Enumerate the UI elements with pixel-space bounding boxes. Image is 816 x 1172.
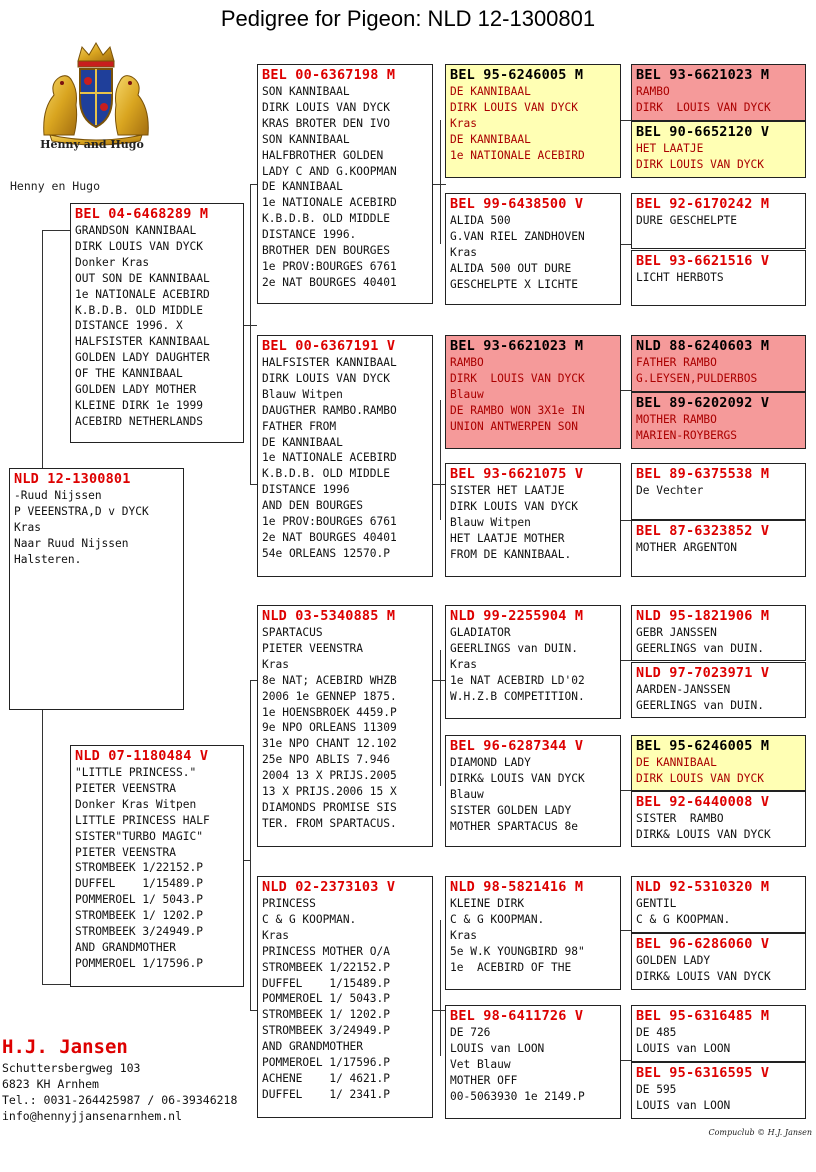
ring-number: BEL 96-6286060 V bbox=[636, 936, 770, 952]
ring-number: BEL 04-6468289 M bbox=[75, 206, 209, 222]
ring-number: BEL 87-6323852 V bbox=[636, 523, 770, 539]
ring-number: NLD 98-5821416 M bbox=[450, 879, 584, 895]
pigeon-info-line: Naar Ruud Nijssen bbox=[14, 536, 129, 550]
pigeon-info-line: GOLDEN LADY DAUGHTER bbox=[75, 351, 210, 365]
pigeon-info-line: DE KANNIBAAL bbox=[262, 180, 343, 194]
pigeon-info-line: DIRK LOUIS VAN DYCK bbox=[262, 100, 390, 114]
pigeon-info-line: DISTANCE 1996. X bbox=[75, 319, 183, 333]
pigeon-info-line: 8e NAT; ACEBIRD WHZB bbox=[262, 673, 397, 687]
pigeon-info-line: 2e NAT BOURGES 40401 bbox=[262, 530, 397, 544]
ring-number: BEL 96-6287344 V bbox=[450, 738, 584, 754]
pigeon-info-line: GRANDSON KANNIBAAL bbox=[75, 224, 197, 237]
pigeon-card-subject[interactable] bbox=[9, 468, 184, 710]
pigeon-info-line: BROTHER DEN BOURGES bbox=[262, 244, 390, 258]
pigeon-info-line: W.H.Z.B COMPETITION. bbox=[450, 689, 585, 703]
pigeon-info-line: DE KANNIBAAL bbox=[636, 756, 717, 769]
crest-lions-icon bbox=[36, 34, 156, 154]
pigeon-info-line: K.B.D.B. OLD MIDDLE bbox=[262, 467, 390, 481]
pigeon-info-line: HET LAATJE bbox=[636, 142, 704, 155]
pigeon-info-line: 13 X PRIJS.2006 15 X bbox=[262, 785, 397, 799]
pigeon-info-line: DE KANNIBAAL bbox=[450, 132, 531, 146]
pigeon-info-line: UNION ANTWERPEN SON bbox=[450, 419, 578, 433]
pigeon-info-line: DIRK LOUIS VAN DYCK bbox=[636, 100, 771, 114]
pigeon-info-line: 2004 13 X PRIJS.2005 bbox=[262, 769, 397, 783]
connector-line bbox=[42, 708, 43, 984]
ring-number: BEL 92-6170242 M bbox=[636, 196, 770, 212]
pigeon-info-line: RAMBO bbox=[450, 356, 484, 369]
ring-number: BEL 93-6621075 V bbox=[450, 466, 584, 482]
pigeon-info-line: OUT SON DE KANNIBAAL bbox=[75, 271, 210, 285]
connector-line bbox=[42, 984, 70, 985]
pigeon-info-line: DIRK LOUIS VAN DYCK bbox=[450, 100, 578, 114]
pigeon-info-line: -Ruud Nijssen bbox=[14, 489, 102, 502]
connector-line bbox=[432, 184, 446, 185]
pigeon-info-line: DE 595 bbox=[636, 1083, 677, 1096]
pigeon-info-line: POMMEROEL 1/17596.P bbox=[75, 956, 203, 970]
ring-number: NLD 03-5340885 M bbox=[262, 608, 396, 624]
ring-number: BEL 95-6246005 M bbox=[636, 738, 770, 754]
pigeon-card-ssd[interactable] bbox=[445, 193, 621, 305]
pigeon-info-line: RAMBO bbox=[636, 85, 670, 98]
pigeon-info-line: DE 485 bbox=[636, 1026, 677, 1039]
pigeon-info-line: Kras bbox=[14, 520, 41, 534]
pigeon-info-line: FROM DE KANNIBAAL. bbox=[450, 547, 572, 561]
pigeon-info-line: LITTLE PRINCESS HALF bbox=[75, 813, 210, 827]
pigeon-info-line: HALFSISTER KANNIBAAL bbox=[75, 335, 210, 349]
pigeon-info-line: DAUGTHER RAMBO.RAMBO bbox=[262, 403, 397, 417]
page-title: Pedigree for Pigeon: NLD 12-1300801 bbox=[220, 6, 596, 31]
ring-number: BEL 92-6440008 V bbox=[636, 794, 770, 810]
pigeon-info-line: 1e NAT ACEBIRD LD'02 bbox=[450, 673, 585, 687]
pigeon-card-g2[interactable] bbox=[631, 121, 806, 178]
pigeon-info-line: Kras bbox=[262, 657, 289, 671]
pigeon-info-line: Vet Blauw bbox=[450, 1057, 511, 1071]
pigeon-info-line: SISTER"TURBO MAGIC" bbox=[75, 829, 203, 843]
pigeon-info-line: PRINCESS bbox=[262, 897, 316, 910]
ring-number: NLD 07-1180484 V bbox=[75, 748, 209, 764]
pigeon-info-line: DURE GESCHELPTE bbox=[636, 214, 738, 227]
pigeon-info-line: HALFSISTER KANNIBAAL bbox=[262, 356, 397, 369]
pigeon-card-sire[interactable] bbox=[70, 203, 244, 443]
pigeon-info-line: Donker Kras Witpen bbox=[75, 797, 197, 811]
pigeon-info-line: GOLDEN LADY MOTHER bbox=[75, 383, 197, 397]
ring-number: BEL 99-6438500 V bbox=[450, 196, 584, 212]
pigeon-info-line: MARIEN-ROYBERGS bbox=[636, 428, 738, 442]
pigeon-info-line: STROMBEEK 3/24949.P bbox=[75, 925, 203, 939]
pigeon-info-line: STROMBEEK 1/22152.P bbox=[262, 960, 390, 974]
pigeon-info-line: KLEINE DIRK 1e 1999 bbox=[75, 398, 203, 412]
connector-line bbox=[42, 230, 43, 470]
pigeon-info-line: LOUIS van LOON bbox=[636, 1098, 731, 1112]
pigeon-info-line: 1e PROV:BOURGES 6761 bbox=[262, 515, 397, 529]
pigeon-card-g8[interactable] bbox=[631, 520, 806, 577]
pigeon-info-line: PRINCESS MOTHER O/A bbox=[262, 944, 390, 958]
pigeon-info-line: AND DEN BOURGES bbox=[262, 499, 364, 513]
pigeon-info-line: LOUIS van LOON bbox=[636, 1041, 731, 1055]
pigeon-info-line: Blauw bbox=[450, 387, 484, 401]
loft-label: Henny en Hugo bbox=[10, 179, 101, 193]
connector-line bbox=[250, 680, 251, 1010]
pigeon-info-line: Donker Kras bbox=[75, 255, 150, 269]
pigeon-info-line: K.B.D.B. OLD MIDDLE bbox=[75, 303, 203, 317]
connector-line bbox=[432, 1010, 446, 1011]
ring-number: BEL 98-6411726 V bbox=[450, 1008, 584, 1024]
pigeon-info-line: 9e NPO ORLEANS 11309 bbox=[262, 721, 397, 735]
pigeon-info-line: DUFFEL 1/ 2341.P bbox=[262, 1087, 390, 1101]
pigeon-info-line: K.B.D.B. OLD MIDDLE bbox=[262, 212, 390, 226]
pigeon-info-line: POMMEROEL 1/17596.P bbox=[262, 1056, 390, 1070]
pigeon-info-line: POMMEROEL 1/ 5043.P bbox=[75, 893, 203, 907]
pigeon-info-line: MOTHER ARGENTON bbox=[636, 541, 738, 554]
pigeon-info-line: KLEINE DIRK bbox=[450, 897, 525, 910]
pigeon-info-line: Blauw Witpen bbox=[450, 515, 531, 529]
ring-number: NLD 97-7023971 V bbox=[636, 665, 770, 681]
pigeon-info-line: AARDEN-JANSSEN bbox=[636, 683, 731, 696]
pigeon-info-line: TER. FROM SPARTACUS. bbox=[262, 816, 397, 830]
pigeon-info-line: Kras bbox=[450, 928, 477, 942]
pigeon-info-line: POMMEROEL 1/ 5043.P bbox=[262, 992, 390, 1006]
pigeon-info-line: 31e NPO CHANT 12.102 bbox=[262, 737, 397, 751]
pigeon-info-line: HALFBROTHER GOLDEN bbox=[262, 148, 384, 162]
pigeon-info-line: GOLDEN LADY bbox=[636, 954, 711, 967]
pigeon-info-line: MOTHER SPARTACUS 8e bbox=[450, 819, 578, 833]
pigeon-info-line: "LITTLE PRINCESS." bbox=[75, 766, 197, 779]
pigeon-card-dam-sire[interactable] bbox=[257, 605, 433, 847]
pigeon-card-ddd[interactable] bbox=[445, 1005, 621, 1119]
pigeon-card-dss[interactable] bbox=[445, 605, 621, 719]
pigeon-card-g11[interactable] bbox=[631, 735, 806, 791]
pigeon-card-sdd[interactable] bbox=[445, 463, 621, 577]
pigeon-info-line: 5e W.K YOUNGBIRD 98" bbox=[450, 944, 585, 958]
breeder-email[interactable]: info@hennyjjansenarnhem.nl bbox=[2, 1109, 183, 1123]
ring-number: NLD 92-5310320 M bbox=[636, 879, 770, 895]
pigeon-info-line: DE 726 bbox=[450, 1026, 491, 1039]
pigeon-info-line: MOTHER OFF bbox=[450, 1073, 518, 1087]
pigeon-info-line: 1e NATIONALE ACEBIRD bbox=[75, 287, 210, 301]
pigeon-info-line: Blauw Witpen bbox=[262, 387, 343, 401]
pigeon-info-line: DE KANNIBAAL bbox=[450, 85, 531, 98]
pigeon-info-line: Kras bbox=[262, 928, 289, 942]
pigeon-info-line: DIAMONDS PROMISE SIS bbox=[262, 800, 397, 814]
pigeon-card-sire-sire[interactable] bbox=[257, 64, 433, 304]
pigeon-info-line: Kras bbox=[450, 116, 477, 130]
pigeon-info-line: DE KANNIBAAL bbox=[262, 435, 343, 449]
connector-line bbox=[440, 650, 441, 786]
pigeon-info-line: G.LEYSEN,PULDERBOS bbox=[636, 371, 758, 385]
pigeon-info-line: GLADIATOR bbox=[450, 626, 511, 639]
pigeon-info-line: DIRK LOUIS VAN DYCK bbox=[636, 157, 764, 171]
pigeon-card-g1[interactable] bbox=[631, 64, 806, 121]
pigeon-card-g14[interactable] bbox=[631, 933, 806, 990]
pigeon-info-line: GENTIL bbox=[636, 897, 677, 910]
pigeon-card-g13[interactable] bbox=[631, 876, 806, 933]
pigeon-info-line: De Vechter bbox=[636, 484, 704, 497]
connector-line bbox=[250, 184, 251, 484]
pigeon-info-line: SON KANNIBAAL bbox=[262, 132, 350, 146]
pigeon-card-g5[interactable] bbox=[631, 335, 806, 392]
pigeon-info-line: OF THE KANNIBAAL bbox=[75, 367, 183, 381]
pigeon-info-line: DIRK LOUIS VAN DYCK bbox=[636, 771, 764, 785]
pigeon-info-line: 1e HOENSBROEK 4459.P bbox=[262, 705, 397, 719]
pigeon-info-line: DIAMOND LADY bbox=[450, 756, 531, 769]
pigeon-info-line: DISTANCE 1996 bbox=[262, 483, 350, 497]
pigeon-card-g16[interactable] bbox=[631, 1062, 806, 1119]
breeder-city: 6823 KH Arnhem bbox=[2, 1077, 99, 1091]
ring-number: BEL 90-6652120 V bbox=[636, 124, 770, 140]
pigeon-info-line: ACEBIRD NETHERLANDS bbox=[75, 414, 203, 428]
ring-number: BEL 00-6367198 M bbox=[262, 67, 396, 83]
breeder-phone: Tel.: 0031-264425987 / 06-39346218 bbox=[2, 1093, 238, 1107]
connector-line bbox=[440, 400, 441, 520]
pigeon-card-sds[interactable] bbox=[445, 335, 621, 449]
pigeon-info-line: PIETER VEENSTRA bbox=[262, 641, 364, 655]
pigeon-info-line: AND GRANDMOTHER bbox=[262, 1040, 364, 1054]
ring-number: BEL 95-6246005 M bbox=[450, 67, 584, 83]
pigeon-info-line: Kras bbox=[450, 245, 477, 259]
ring-number: NLD 02-2373103 V bbox=[262, 879, 396, 895]
pigeon-info-line: 1e NATIONALE ACEBIRD bbox=[262, 451, 397, 465]
pigeon-info-line: 1e PROV:BOURGES 6761 bbox=[262, 259, 397, 273]
pigeon-card-g12[interactable] bbox=[631, 791, 806, 847]
pigeon-info-line: DIRK LOUIS VAN DYCK bbox=[450, 499, 578, 513]
pigeon-info-line: MOTHER RAMBO bbox=[636, 413, 717, 426]
pigeon-info-line: C & G KOOPMAN. bbox=[450, 912, 545, 926]
pigeon-card-g10[interactable] bbox=[631, 662, 806, 718]
pigeon-info-line: DE RAMBO WON 3X1e IN bbox=[450, 403, 585, 417]
pigeon-card-g15[interactable] bbox=[631, 1005, 806, 1062]
pigeon-info-line: GEERLINGS van DUIN. bbox=[450, 641, 578, 655]
pigeon-info-line: STROMBEEK 3/24949.P bbox=[262, 1024, 390, 1038]
pigeon-info-line: GEBR JANSSEN bbox=[636, 626, 717, 639]
pigeon-info-line: DIRK& LOUIS VAN DYCK bbox=[450, 771, 585, 785]
connector-line bbox=[243, 860, 250, 861]
pigeon-info-line: STROMBEEK 1/ 1202.P bbox=[75, 909, 203, 923]
pigeon-card-sss[interactable] bbox=[445, 64, 621, 178]
pigeon-card-g4[interactable] bbox=[631, 250, 806, 306]
ring-number: BEL 93-6621023 M bbox=[636, 67, 770, 83]
ring-number: BEL 89-6202092 V bbox=[636, 395, 770, 411]
pigeon-card-dds[interactable] bbox=[445, 876, 621, 990]
pigeon-info-line: 2006 1e GENNEP 1875. bbox=[262, 689, 397, 703]
pigeon-info-line: C & G KOOPMAN. bbox=[262, 912, 357, 926]
connector-line bbox=[440, 120, 441, 244]
pigeon-info-line: Halsteren. bbox=[14, 552, 82, 566]
ring-number: NLD 95-1821906 M bbox=[636, 608, 770, 624]
pigeon-info-line: STROMBEEK 1/22152.P bbox=[75, 861, 203, 875]
pigeon-card-dam-dam[interactable] bbox=[257, 876, 433, 1118]
pigeon-info-line: SPARTACUS bbox=[262, 626, 323, 639]
pigeon-info-line: SON KANNIBAAL bbox=[262, 85, 350, 98]
pigeon-info-line: GESCHELPTE X LICHTE bbox=[450, 277, 578, 291]
ring-number: BEL 00-6367191 V bbox=[262, 338, 396, 354]
pigeon-info-line: ALIDA 500 OUT DURE bbox=[450, 261, 572, 275]
pigeon-info-line: DIRK LOUIS VAN DYCK bbox=[75, 239, 203, 253]
logo-caption: Henny and Hugo bbox=[40, 138, 144, 151]
pigeon-info-line: G.VAN RIEL ZANDHOVEN bbox=[450, 229, 585, 243]
pigeon-info-line: SISTER RAMBO bbox=[636, 812, 724, 825]
breeder-address: Schuttersbergweg 103 bbox=[2, 1061, 141, 1075]
pigeon-info-line: 2e NAT BOURGES 40401 bbox=[262, 275, 397, 289]
pigeon-info-line: 1e ACEBIRD OF THE bbox=[450, 960, 572, 974]
pigeon-info-line: LICHT HERBOTS bbox=[636, 271, 724, 284]
pigeon-card-g3[interactable] bbox=[631, 193, 806, 249]
connector-line bbox=[432, 680, 446, 681]
pigeon-info-line: 1e NATIONALE ACEBIRD bbox=[262, 196, 397, 210]
ring-number: NLD 12-1300801 bbox=[14, 471, 131, 487]
pigeon-info-line: DIRK& LOUIS VAN DYCK bbox=[636, 827, 771, 841]
pigeon-info-line: 25e NPO ABLIS 7.946 bbox=[262, 753, 390, 767]
ring-number: BEL 89-6375538 M bbox=[636, 466, 770, 482]
connector-line bbox=[432, 484, 446, 485]
pigeon-info-line: P VEEENSTRA,D v DYCK bbox=[14, 504, 149, 518]
pigeon-card-g6[interactable] bbox=[631, 392, 806, 449]
pigeon-info-line: 00-5063930 1e 2149.P bbox=[450, 1089, 585, 1103]
breeder-name: H.J. Jansen bbox=[2, 1036, 128, 1058]
pigeon-info-line: HET LAATJE MOTHER bbox=[450, 531, 565, 545]
pigeon-info-line: ACHENE 1/ 4621.P bbox=[262, 1071, 390, 1085]
pigeon-info-line: DIRK& LOUIS VAN DYCK bbox=[636, 969, 771, 983]
pigeon-card-dsd[interactable] bbox=[445, 735, 621, 847]
pigeon-card-g9[interactable] bbox=[631, 605, 806, 661]
pigeon-info-line: LADY C AND G.KOOPMAN bbox=[262, 164, 397, 178]
pigeon-info-line: AND GRANDMOTHER bbox=[75, 940, 177, 954]
ring-number: NLD 88-6240603 M bbox=[636, 338, 770, 354]
pigeon-info-line: C & G KOOPMAN. bbox=[636, 912, 731, 926]
pigeon-info-line: ALIDA 500 bbox=[450, 214, 511, 227]
pigeon-info-line: DIRK LOUIS VAN DYCK bbox=[450, 371, 585, 385]
ring-number: BEL 93-6621516 V bbox=[636, 253, 770, 269]
ring-number: BEL 93-6621023 M bbox=[450, 338, 584, 354]
pigeon-info-line: FATHER FROM bbox=[262, 419, 337, 433]
pigeon-card-sire-dam[interactable] bbox=[257, 335, 433, 577]
pigeon-info-line: Kras bbox=[450, 657, 477, 671]
pigeon-info-line: LOUIS van LOON bbox=[450, 1041, 545, 1055]
pigeon-info-line: STROMBEEK 1/ 1202.P bbox=[262, 1008, 390, 1022]
ring-number: BEL 95-6316485 M bbox=[636, 1008, 770, 1024]
pigeon-info-line: SISTER HET LAATJE bbox=[450, 484, 565, 497]
pigeon-info-line: GEERLINGS van DUIN. bbox=[636, 641, 764, 655]
pigeon-info-line: GEERLINGS van DUIN. bbox=[636, 698, 764, 712]
ring-number: NLD 99-2255904 M bbox=[450, 608, 584, 624]
pigeon-card-g7[interactable] bbox=[631, 463, 806, 520]
pigeon-info-line: PIETER VEENSTRA bbox=[75, 781, 177, 795]
pigeon-info-line: FATHER RAMBO bbox=[636, 356, 717, 369]
pigeon-info-line: 54e ORLEANS 12570.P bbox=[262, 546, 390, 560]
pigeon-info-line: KRAS BROTER DEN IVO bbox=[262, 116, 390, 130]
pigeon-info-line: Blauw bbox=[450, 787, 484, 801]
pigeon-info-line: 1e NATIONALE ACEBIRD bbox=[450, 148, 585, 162]
pigeon-info-line: DISTANCE 1996. bbox=[262, 228, 357, 242]
pigeon-info-line: SISTER GOLDEN LADY bbox=[450, 803, 572, 817]
connector-line bbox=[42, 230, 70, 231]
pigeon-info-line: DUFFEL 1/15489.P bbox=[75, 877, 203, 891]
pigeon-info-line: DIRK LOUIS VAN DYCK bbox=[262, 371, 390, 385]
ring-number: BEL 95-6316595 V bbox=[636, 1065, 770, 1081]
pigeon-info-line: PIETER VEENSTRA bbox=[75, 845, 177, 859]
pigeon-info-line: DUFFEL 1/15489.P bbox=[262, 976, 390, 990]
pigeon-card-dam[interactable] bbox=[70, 745, 244, 987]
connector-line bbox=[440, 920, 441, 1056]
footer-credit: Compuclub © H.J. Jansen bbox=[708, 1128, 812, 1137]
